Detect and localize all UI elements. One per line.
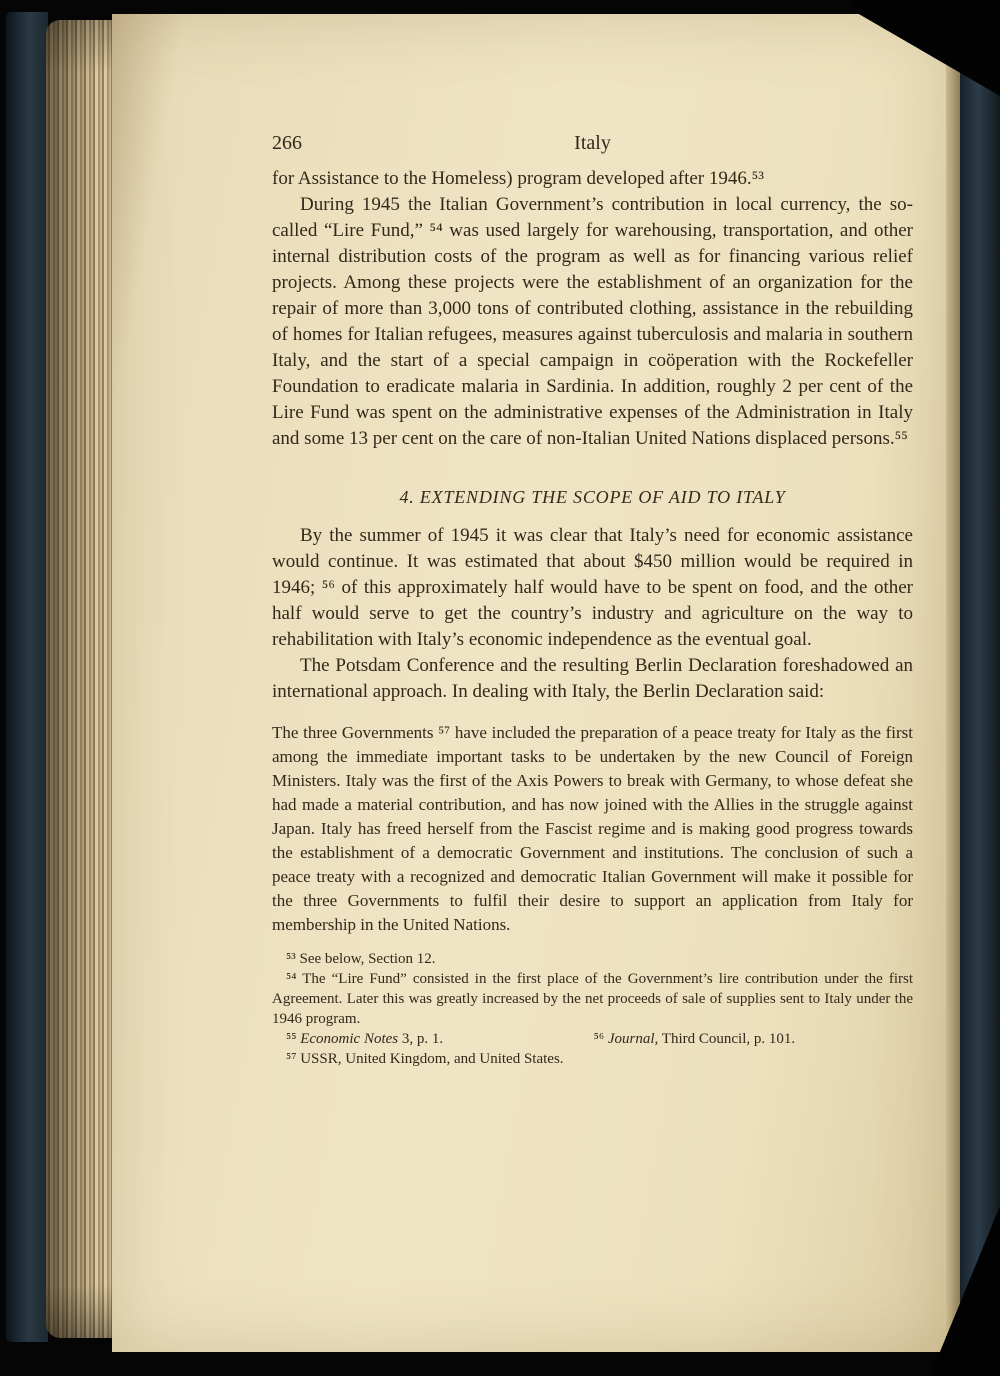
footnote-55-text: 3, p. 1. — [398, 1031, 444, 1047]
paragraph-lire-fund: During 1945 the Italian Government’s contribution in local currency, the so-called “Lire Fund,” ⁵⁴ was used largely for warehousing, transportation, and other internal distribution costs of the program as well as for financing various relief projects. Among these projects were the establishment of an organization for the repair of more than 3,000 tons of contributed clothing, assistance in the rebuilding of homes for Italian refugees, measures against tuberculosis and malaria in southern Italy, and the start of a special campaign in coöperation with the Rockefeller Foundation to eradicate malaria in Sardinia. In addition, roughly 2 per cent of the Lire Fund was spent on the administrative expenses of the Administration in Italy and some 13 per cent on the care of non-Italian United Nations displaced persons.⁵⁵ — [272, 194, 913, 449]
footnotes — [272, 949, 913, 1069]
block-quote-berlin-declaration: The three Governments ⁵⁷ have included the preparation of a peace treaty for Italy as the first among the immediate important tasks to be undertaken by the new Council of Foreign Ministers. Italy was the first of the Axis Powers to break with Germany, to whose defeat she had made a material contribution, and has now joined with the Allies in the struggle against Japan. Italy has freed herself from the Fascist regime and is making good progress towards the establishment of a democratic Government and institutions. The conclusion of such a peace treaty with a recognized and democratic Italian Government will make it possible for the three Governments to fulfil their desire to support an application from Italy for membership in the United Nations. — [272, 723, 913, 934]
page-number: 266 — [272, 132, 302, 154]
footnote-53: ⁵³ See below, Section 12. — [286, 951, 436, 967]
section-heading: 4. EXTENDING THE SCOPE OF AID TO ITALY — [399, 487, 786, 507]
footnote-55 — [272, 1029, 580, 1049]
footnote-56 — [580, 1029, 913, 1049]
footnote-55-source: Economic Notes — [300, 1031, 399, 1047]
book-cover-right — [960, 0, 1000, 1376]
footnote-54: ⁵⁴ The “Lire Fund” consisted in the first place of the Government’s lire contribution under the first Agreement. Later this was greatly increased by the net proceeds of sale of supplies sent to Italy under the 1946 program. — [272, 971, 913, 1027]
book-cover-left — [6, 12, 48, 1342]
footnote-row-55-56 — [272, 1029, 913, 1049]
page-edge-right — [946, 36, 960, 1336]
paragraph-summer-1945: By the summer of 1945 it was clear that Italy’s need for economic assistance would continue. It was estimated that about $450 million would be required in 1946; ⁵⁶ of this approximately half would have to be spent on food, and the other half would serve to get the country’s industry and agriculture on the way to rehabilitation with Italy’s economic independence as the eventual goal. — [272, 525, 913, 650]
footnote-56-marker: ⁵⁶ — [593, 1031, 608, 1047]
footnote-56-source: Journal, — [607, 1031, 659, 1047]
printed-text-block — [272, 132, 913, 1069]
page-header — [272, 132, 913, 160]
running-title: Italy — [574, 132, 611, 154]
paragraph-potsdam: The Potsdam Conference and the resulting Berlin Declaration foreshadowed an international approach. In dealing with Italy, the Berlin Declaration said: — [272, 655, 913, 702]
book-page — [112, 14, 946, 1352]
paragraph-continuation: for Assistance to the Homeless) program developed after 1946.⁵³ — [272, 168, 764, 189]
body-text — [272, 166, 913, 937]
footnote-56-text: Third Council, p. 101. — [658, 1031, 796, 1047]
footnote-55-marker: ⁵⁵ — [286, 1031, 301, 1047]
footnote-57: ⁵⁷ USSR, United Kingdom, and United States. — [286, 1051, 564, 1067]
